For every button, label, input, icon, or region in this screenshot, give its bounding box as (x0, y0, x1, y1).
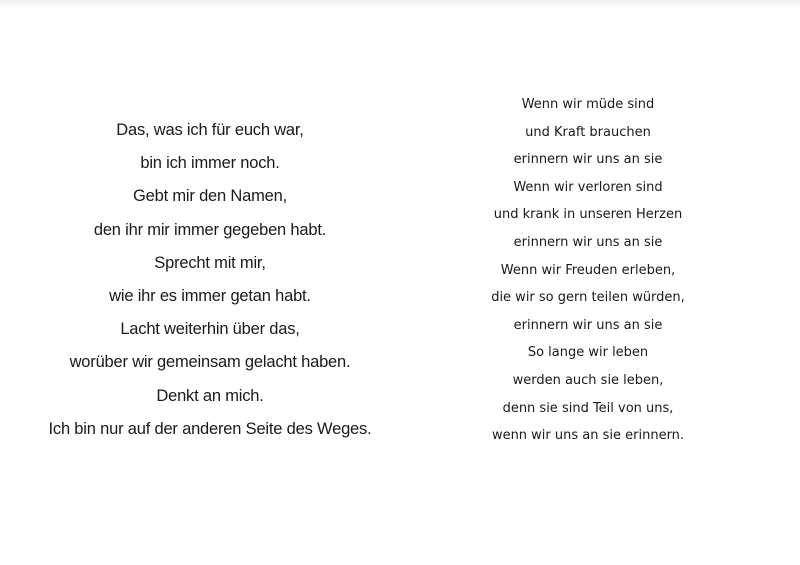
poem-line: und krank in unseren Herzen (493, 207, 683, 223)
poem-line: Wenn wir müde sind (521, 97, 655, 112)
poem-line: den ihr mir immer gegeben habt. (93, 220, 327, 239)
poem-line: So lange wir leben (527, 345, 649, 361)
poem-line: Lacht weiterhin über das, (120, 320, 300, 339)
poem-line: wie ihr es immer getan habt. (109, 286, 311, 305)
poem-line: Ich bin nur auf der anderen Seite des Weges. (48, 419, 372, 438)
poem-line: Gebt mir den Namen, (133, 187, 287, 206)
poem-line: Das, was ich für euch war, (116, 121, 304, 139)
poem-line: erinnern wir uns an sie (513, 317, 663, 333)
poem-line: Denkt an mich. (156, 386, 264, 405)
poem-line: erinnern wir uns an sie (513, 152, 663, 168)
poem-line: werden auch sie leben, (512, 372, 664, 388)
poem-line: die wir so gern teilen würden, (491, 290, 685, 306)
poem-line: erinnern wir uns an sie (513, 234, 663, 250)
poem-line: wenn wir uns an sie erinnern. (491, 428, 685, 444)
left-poem (30, 118, 390, 450)
poem-line: bin ich immer noch. (140, 154, 280, 173)
poem-line: Wenn wir verloren sind (513, 179, 663, 195)
poem-line: und Kraft brauchen (525, 124, 651, 140)
poem-line: Wenn wir Freuden erleben, (500, 262, 676, 278)
poem-line: worüber wir gemeinsam gelacht haben. (69, 353, 351, 372)
right-poem (478, 95, 698, 454)
scan-edge (0, 0, 800, 8)
poem-line: denn sie sind Teil von uns, (502, 400, 674, 416)
poem-line: Sprecht mit mir, (154, 253, 266, 272)
